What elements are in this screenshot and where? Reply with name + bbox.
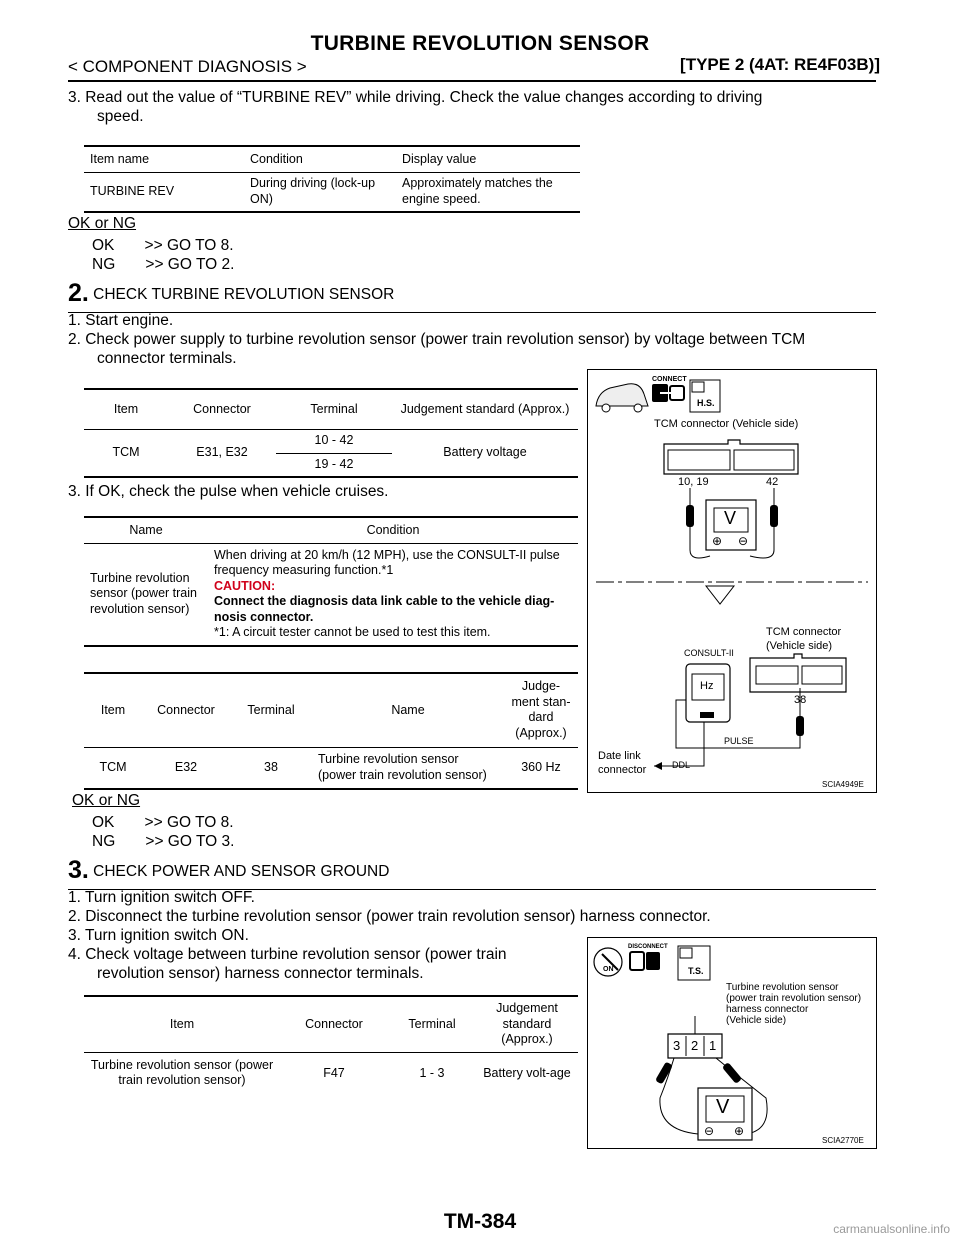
turbine-rev-table [84, 145, 580, 213]
header-type-label: [TYPE 2 (4AT: RE4F03B)] [680, 55, 880, 74]
ddl-label: DDL [672, 760, 691, 770]
table4-cell-standard: 360 Hz [504, 747, 578, 789]
section3-step4-line1: 4. Check voltage between turbine revolution sensor (power train [68, 946, 507, 963]
table3-condition-text: When driving at 20 km/h (12 MPH), use the CONSULT-II pulse frequency measuring function.*1 [214, 547, 560, 577]
section3-step3: 3. Turn ignition switch ON. [68, 927, 249, 944]
tcm-pulse-table [84, 672, 578, 790]
section2-step2-line1: 2. Check power supply to turbine revolution sensor (power train revolution sensor) by voltage between TCM [68, 331, 806, 348]
caution-text: Connect the diagnosis data link cable to the vehicle diag-nosis connector. [214, 594, 555, 624]
table4-cell-connector: E32 [142, 747, 230, 789]
step3-intro-line2: speed. [97, 108, 144, 125]
ok-result-1: OK >> GO TO 8. [92, 237, 234, 254]
tcm-connector-2-label-a: TCM connector [766, 626, 842, 638]
table3-header-condition: Condition [208, 517, 578, 543]
section2-step3: 3. If OK, check the pulse when vehicle cruises. [68, 483, 389, 500]
voltmeter-label: V [716, 1096, 730, 1118]
table5-header-connector: Connector [280, 996, 388, 1052]
table3-cell-condition [208, 543, 578, 646]
ok-ng-label-2: OK or NG [72, 792, 141, 809]
ok-result-2: OK >> GO TO 8. [92, 814, 234, 831]
table2-header-terminal: Terminal [276, 389, 392, 429]
consult-label: CONSULT-II [684, 648, 734, 658]
table1-header-display: Display value [396, 146, 580, 172]
section-3-title: CHECK POWER AND SENSOR GROUND [93, 863, 390, 880]
minus-sign: ⊖ [704, 1124, 715, 1138]
ng-result-1: NG >> GO TO 2. [92, 256, 235, 273]
page-number: TM-384 [443, 1210, 517, 1233]
ok-ng-label-1: OK or NG [68, 215, 137, 232]
section3-step1: 1. Turn ignition switch OFF. [68, 889, 255, 906]
sensor-harness-diagram [588, 938, 876, 1148]
sensor-harness-figure [587, 937, 877, 1149]
table4-header-standard: Judge-ment stan-dard (Approx.) [504, 673, 578, 747]
table5-header-item: Item [84, 996, 280, 1052]
down-arrow-icon [706, 586, 734, 604]
ng-result-2: NG >> GO TO 3. [92, 833, 235, 850]
table3-header-name: Name [84, 517, 208, 543]
header-section-label: < COMPONENT DIAGNOSIS > [68, 57, 307, 76]
sensor-label-3: harness connector [726, 1004, 809, 1015]
table1-cell-item: TURBINE REV [84, 172, 244, 212]
watermark: carmanualsonline.info [833, 1222, 950, 1236]
table4-header-terminal: Terminal [230, 673, 312, 747]
minus-sign: ⊖ [738, 534, 749, 548]
voltmeter-label: V [724, 508, 737, 528]
table5-cell-standard: Battery volt-age [476, 1052, 578, 1094]
table2-header-standard: Judgement standard (Approx.) [392, 389, 578, 429]
tcm-connector-label: TCM connector (Vehicle side) [654, 418, 799, 430]
section3-step4-line2: revolution sensor) harness connector terminals. [97, 965, 424, 982]
sensor-label-4: (Vehicle side) [726, 1015, 787, 1026]
pin-38-label: 38 [794, 694, 807, 706]
table5-header-terminal: Terminal [388, 996, 476, 1052]
table1-cell-condition: During driving (lock-up ON) [244, 172, 396, 212]
on-label: ON [603, 966, 614, 973]
probe-right [770, 505, 778, 527]
probe-right [722, 1062, 742, 1084]
sensor-label-2: (power train revolution sensor) [726, 993, 862, 1004]
table5-cell-item: Turbine revolution sensor (power train revolution sensor) [84, 1052, 280, 1094]
table3-cell-name: Turbine revolution sensor (power train revolution sensor) [84, 543, 208, 646]
probe-left [686, 505, 694, 527]
probe-pulse [796, 716, 804, 736]
disconnect-icon [630, 952, 660, 970]
pins-right-label: 42 [766, 476, 779, 488]
table3-note: *1: A circuit tester cannot be used to test this item. [214, 625, 491, 639]
pins-left-label: 10, 19 [678, 476, 709, 488]
section-2-heading [68, 279, 876, 313]
step3-intro-line1: 3. Read out the value of “TURBINE REV” while driving. Check the value changes according to driving [68, 89, 763, 106]
table1-header-condition: Condition [244, 146, 396, 172]
figure1-code: SCIA4949E [822, 780, 864, 789]
tcm-connector-2-label-b: (Vehicle side) [766, 640, 833, 652]
section-2-number: 2. [68, 279, 89, 307]
date-link-label-b: connector [598, 764, 647, 776]
table1-header-item: Item name [84, 146, 244, 172]
section-2-title: CHECK TURBINE REVOLUTION SENSOR [93, 286, 395, 303]
table4-header-connector: Connector [142, 673, 230, 747]
table2-header-connector: Connector [168, 389, 276, 429]
pin-1-label: 1 [709, 1038, 717, 1053]
section2-step2-line2: connector terminals. [97, 350, 237, 367]
table5-cell-terminal: 1 - 3 [388, 1052, 476, 1094]
plus-sign: ⊕ [712, 534, 723, 548]
page-title: TURBINE REVOLUTION SENSOR [310, 32, 650, 55]
tcm-voltage-table [84, 388, 578, 478]
table2-cell-terminal-1: 10 - 42 [276, 429, 392, 453]
date-link-label-a: Date link [598, 750, 641, 762]
tcm-connector-shape [664, 440, 798, 474]
ts-label: T.S. [688, 966, 704, 976]
table2-header-item: Item [84, 389, 168, 429]
section-3-heading [68, 856, 876, 890]
tcm-check-diagram [588, 370, 876, 792]
table4-cell-item: TCM [84, 747, 142, 789]
table4-cell-terminal: 38 [230, 747, 312, 789]
table4-header-name: Name [312, 673, 504, 747]
pin-3-label: 3 [673, 1038, 681, 1053]
table4-cell-name: Turbine revolution sensor (power train revolution sensor) [312, 747, 504, 789]
plus-sign: ⊕ [734, 1124, 745, 1138]
vehicle-icon [596, 384, 648, 412]
header-rule [68, 80, 876, 82]
section3-step2: 2. Disconnect the turbine revolution sensor (power train revolution sensor) harness connector. [68, 908, 711, 925]
table2-cell-connector: E31, E32 [168, 429, 276, 477]
table5-header-standard: Judgement standard (Approx.) [476, 996, 578, 1052]
figure2-code: SCIA2770E [822, 1136, 864, 1145]
table4-header-item: Item [84, 673, 142, 747]
pulse-label: PULSE [724, 736, 754, 746]
disconnect-label: DISCONNECT [628, 944, 668, 950]
section-3-number: 3. [68, 856, 89, 884]
sensor-voltage-table [84, 995, 578, 1094]
table2-cell-item: TCM [84, 429, 168, 477]
hz-label: Hz [700, 680, 714, 692]
table1-cell-display: Approximately matches the engine speed. [396, 172, 580, 212]
caution-label: CAUTION: [214, 578, 276, 593]
table2-cell-standard: Battery voltage [392, 429, 578, 477]
pin-2-label: 2 [691, 1038, 699, 1053]
pulse-condition-table [84, 516, 578, 647]
connector-icon [652, 384, 684, 402]
probe-left [655, 1061, 673, 1084]
tcm-check-figure [587, 369, 877, 793]
table2-cell-terminal-2: 19 - 42 [276, 453, 392, 477]
hs-label: H.S. [697, 398, 715, 408]
table5-cell-connector: F47 [280, 1052, 388, 1094]
connect-label: CONNECT [652, 376, 687, 383]
sensor-label-1: Turbine revolution sensor [726, 982, 839, 993]
section2-step1: 1. Start engine. [68, 312, 174, 329]
